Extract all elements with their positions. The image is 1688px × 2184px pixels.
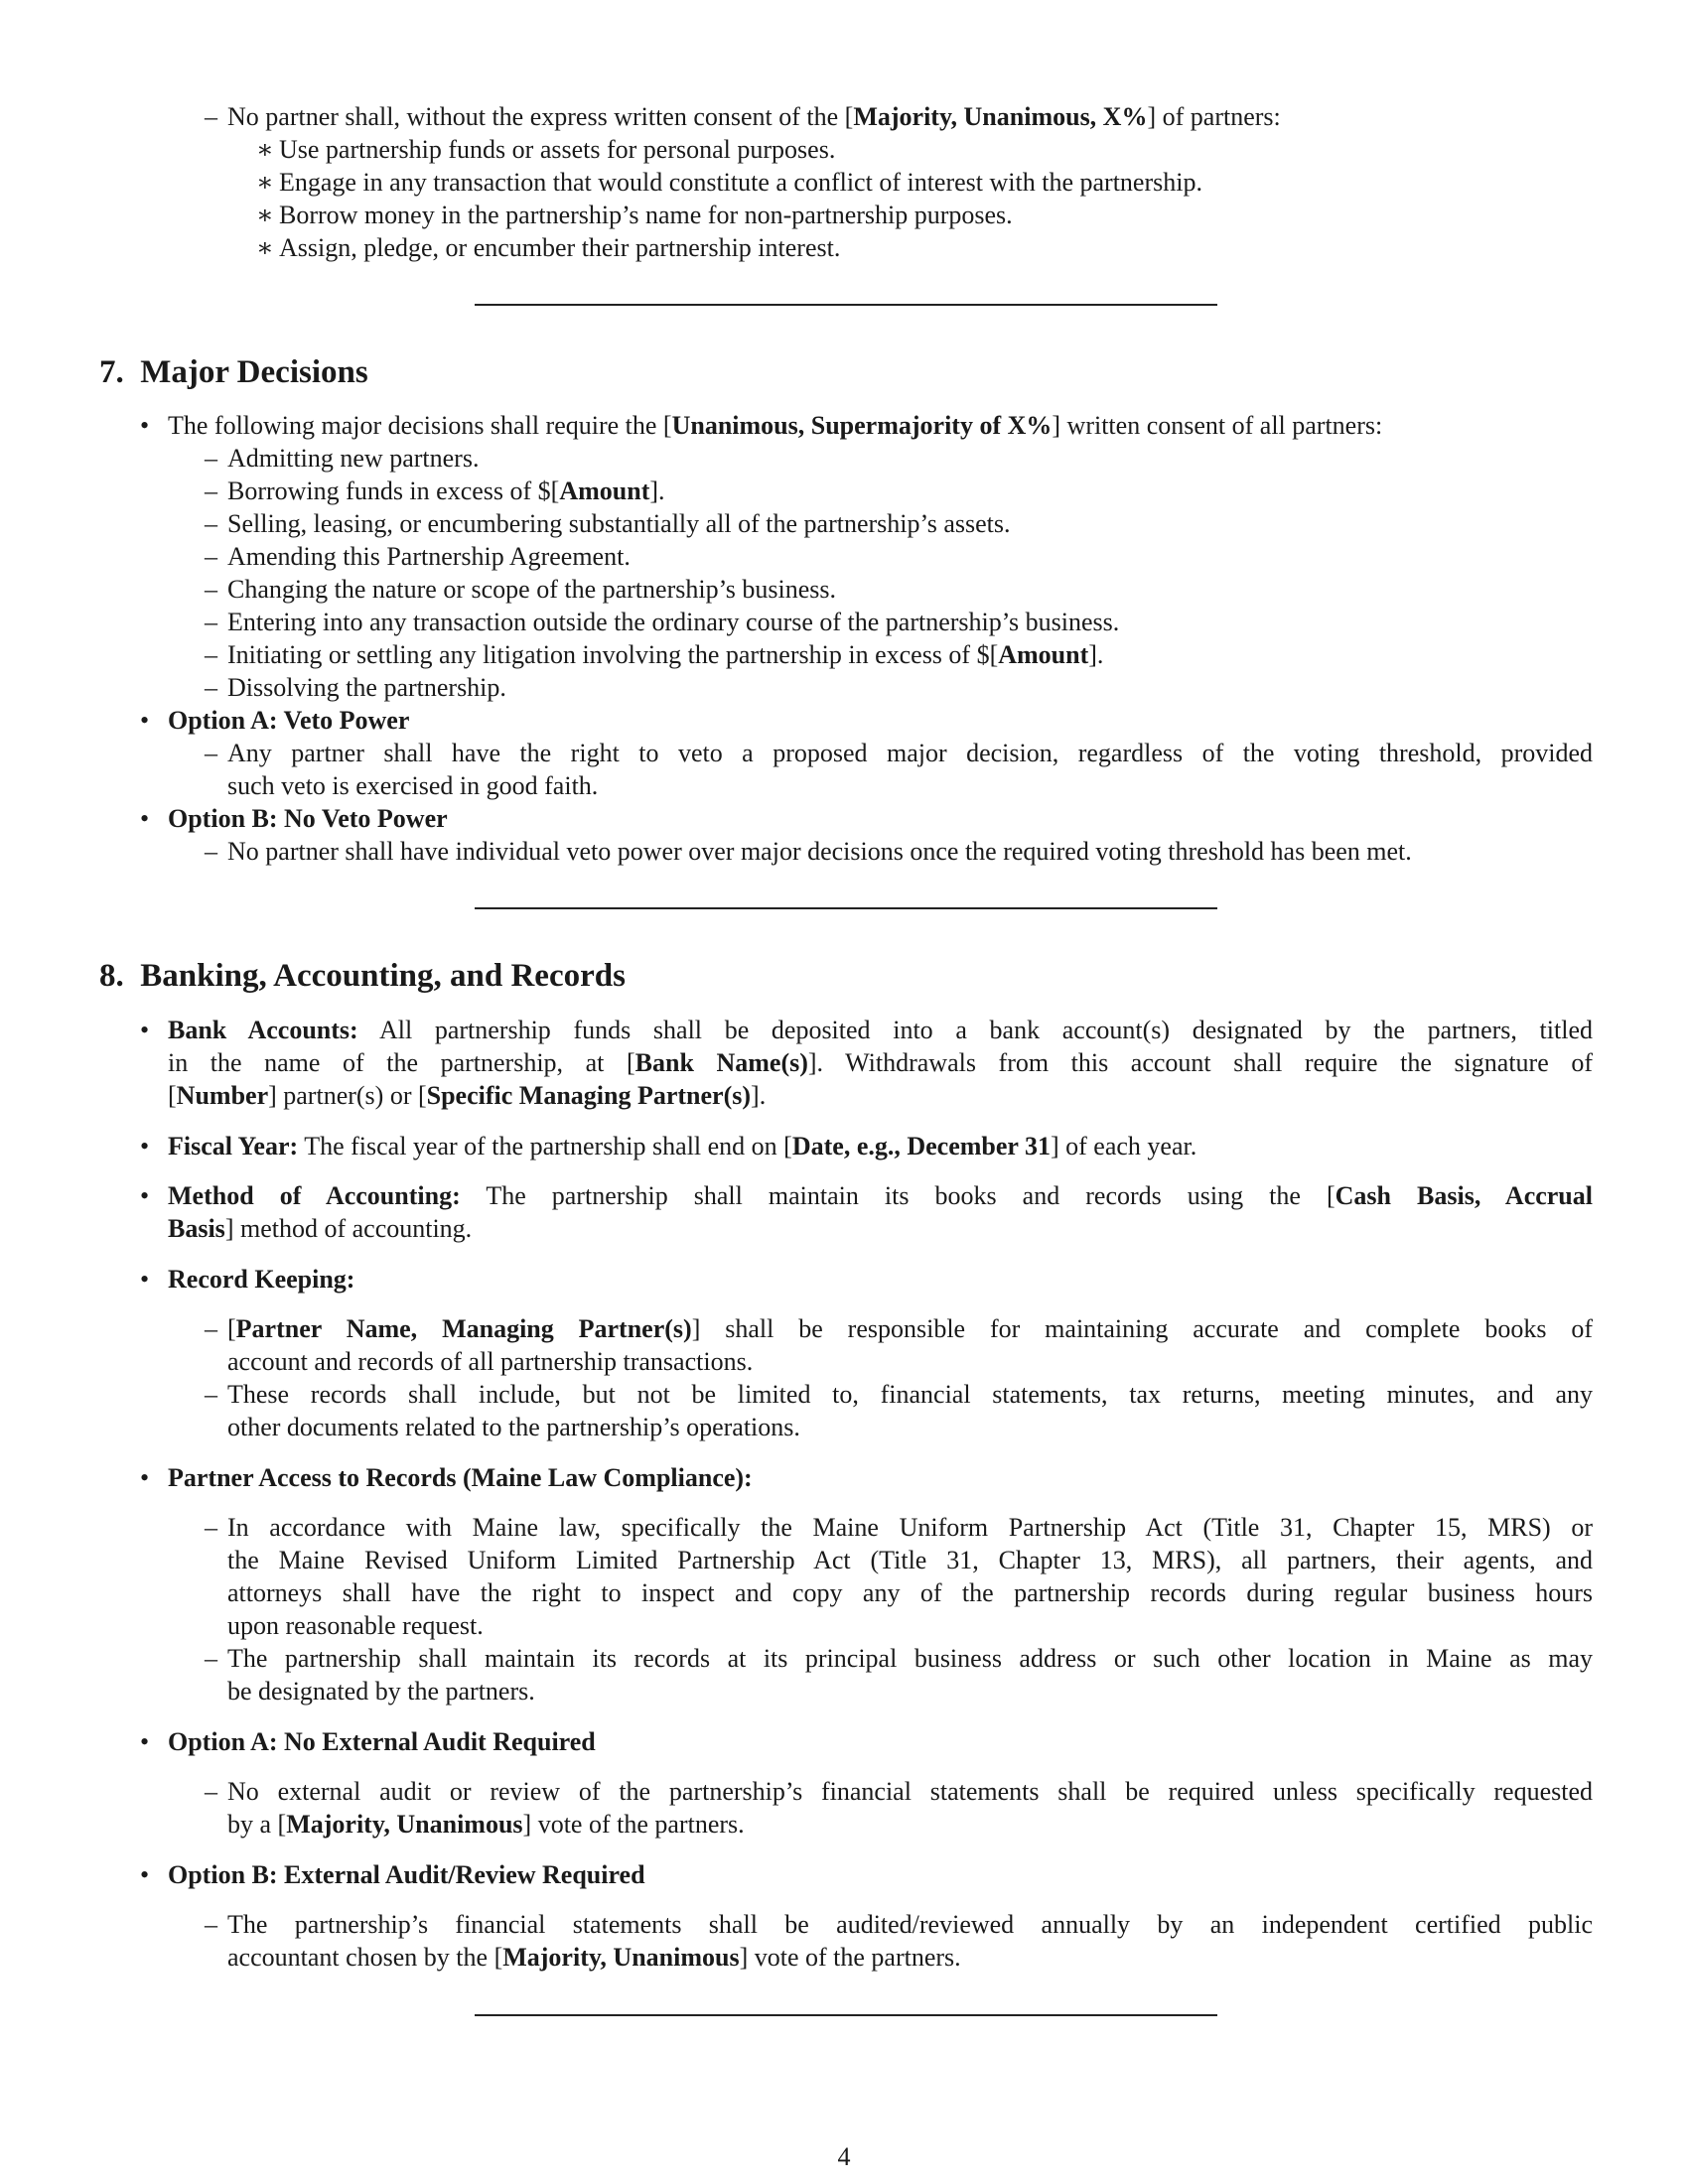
body-text: ] partner(s) or [ (268, 1081, 427, 1110)
bullet-icon: • (140, 1132, 150, 1160)
audit-option-b-line-1: – The partnership’s financial statements shall be audited/reviewed annually by an independent certified public (205, 1910, 1593, 1939)
body-text: All partnership funds shall be deposited into a bank account(s) designated by the partners, titled (378, 1016, 1593, 1044)
audit-option-a-line-1: – No external audit or review of the partnership’s financial statements shall be required unless specifically requested (205, 1777, 1593, 1806)
record-keeping-item-1-line-1: – [Partner Name, Managing Partner(s)] shall be responsible for maintaining accurate and complete books of (205, 1314, 1593, 1343)
body-text: Initiating or settling any litigation involving the partnership in excess of $[ (227, 640, 999, 669)
placeholder-text: Amount (998, 640, 1089, 669)
body-text: The following major decisions shall require the [ (168, 411, 672, 440)
sec6-item-4: ∗ Assign, pledge, or encumber their partnership interest. (256, 233, 841, 262)
sec7-option-b-title: Option B: No Veto Power (168, 804, 448, 833)
body-text: The partnership shall maintain its books and records using the [ (486, 1181, 1336, 1210)
body-text: ] of partners: (1147, 102, 1281, 131)
audit-option-b-title: Option B: External Audit/Review Required (168, 1860, 645, 1889)
body-text: Selling, leasing, or encumbering substantially all of the partnership’s assets. (227, 509, 1011, 538)
record-keeping-item-2-line-1: – These records shall include, but not be limited to, financial statements, tax returns, meeting minutes, and any (205, 1380, 1593, 1409)
method-accounting-line-2 (168, 1212, 472, 1245)
body-text: ] vote of the partners. (739, 1943, 961, 1972)
sec7-intro (168, 409, 1382, 442)
bullet-icon: • (140, 1181, 150, 1210)
body-text: ]. (1088, 640, 1104, 669)
body-text: Borrowing funds in excess of $[ (227, 477, 560, 505)
bullet-icon: • (140, 1860, 150, 1889)
bullet-icon: • (140, 804, 150, 833)
bank-accounts-line-1: Bank Accounts: All partnership funds shall be deposited into a bank account(s) designated by the partners, titled (168, 1016, 1593, 1044)
sec6-intro: – No partner shall, without the express written consent of the [Majority, Unanimous, X%] of partners: (205, 102, 1281, 131)
body-text: accountant chosen by the [ (227, 1943, 503, 1972)
body-text: Changing the nature or scope of the partnership’s business. (227, 575, 837, 604)
bullet-icon: • (140, 1727, 150, 1756)
sec7-item-8: – Dissolving the partnership. (205, 673, 506, 702)
body-text: [ (168, 1081, 177, 1110)
section-divider (475, 907, 1217, 909)
audit-option-a-line-2 (227, 1808, 745, 1841)
sec7-option-a-line-2: such veto is exercised in good faith. (227, 771, 599, 800)
placeholder-text: Basis (168, 1214, 225, 1243)
bank-accounts-line-2 (168, 1046, 1593, 1079)
body-text: The partnership’s financial statements shall be audited/reviewed annually by an independent certified public (227, 1910, 1593, 1939)
sec7-item-3: – Selling, leasing, or encumbering substantially all of the partnership’s assets. (205, 509, 1011, 538)
sec7-item-1: – Admitting new partners. (205, 444, 480, 473)
bullet-icon: • (140, 706, 150, 735)
bullet-icon: • (140, 1463, 150, 1492)
sec7-item-4: – Amending this Partnership Agreement. (205, 542, 631, 571)
placeholder-text: Unanimous, Supermajority of X% (671, 411, 1053, 440)
bullet-icon: • (140, 1265, 150, 1294)
sec6-item-1: ∗ Use partnership funds or assets for personal purposes. (256, 135, 836, 164)
body-text: Admitting new partners. (227, 444, 480, 473)
page-number: 4 (837, 2142, 851, 2171)
partner-access-item-1-line-1: – In accordance with Maine law, specifically the Maine Uniform Partnership Act (Title 31, Chapter 15, MRS) or (205, 1513, 1593, 1542)
body-text: ] vote of the partners. (522, 1810, 745, 1839)
section-divider (475, 2014, 1217, 2016)
sec7-item-7: – Initiating or settling any litigation involving the partnership in excess of $[Amount]. (205, 640, 1104, 669)
record-keeping-item-2-line-2: other documents related to the partnership’s operations. (227, 1413, 800, 1441)
record-keeping-title: Record Keeping: (168, 1265, 355, 1294)
sec7-option-a-line-1: – Any partner shall have the right to veto a proposed major decision, regardless of the voting threshold, provided (205, 739, 1593, 767)
body-text: ] method of accounting. (224, 1214, 473, 1243)
body-text: No partner shall, without the express written consent of the [ (227, 102, 854, 131)
body-text: ]. Withdrawals from this account shall require the signature of (807, 1048, 1593, 1077)
partner-access-title: Partner Access to Records (Maine Law Compliance): (168, 1463, 753, 1492)
sec7-item-6: – Entering into any transaction outside the ordinary course of the partnership’s business. (205, 608, 1120, 636)
section-7-heading: 7. Major Decisions (99, 354, 368, 390)
body-text: No external audit or review of the partnership’s financial statements shall be required unless specifically requested (227, 1777, 1593, 1806)
partner-access-item-1-line-2: the Maine Revised Uniform Limited Partnership Act (Title 31, Chapter 13, MRS), all partners, their agents, and (227, 1546, 1593, 1574)
partner-access-item-2-line-1: – The partnership shall maintain its records at its principal business address or such other location in Maine as may (205, 1644, 1593, 1673)
bullet-icon: • (140, 1016, 150, 1044)
placeholder-text: Bank Name(s) (634, 1048, 808, 1077)
body-text: by a [ (227, 1810, 287, 1839)
partner-access-item-2-line-2: be designated by the partners. (227, 1677, 535, 1706)
sec7-item-2: – Borrowing funds in excess of $[Amount]. (205, 477, 665, 505)
body-text: Entering into any transaction outside the ordinary course of the partnership’s business. (227, 608, 1120, 636)
body-text: ]. (751, 1081, 767, 1110)
section-divider (475, 304, 1217, 306)
body-text: Amending this Partnership Agreement. (227, 542, 631, 571)
partner-access-item-1-line-4: upon reasonable request. (227, 1611, 484, 1640)
body-text: ] written consent of all partners: (1052, 411, 1383, 440)
body-text: ] shall be responsible for maintaining accurate and complete books of (691, 1314, 1593, 1343)
audit-option-b-line-2 (227, 1941, 961, 1974)
body-text: in the name of the partnership, at [ (168, 1048, 635, 1077)
body-text: account and records of all partnership transactions. (227, 1347, 754, 1376)
placeholder-text: Majority, Unanimous, X% (853, 102, 1148, 131)
placeholder-text: Number (176, 1081, 269, 1110)
body-text: ]. (649, 477, 665, 505)
sec7-option-a-title: Option A: Veto Power (168, 706, 410, 735)
placeholder-text: Partner Name, Managing Partner(s) (235, 1314, 692, 1343)
body-text: [ (227, 1314, 236, 1343)
record-keeping-item-1-line-2 (227, 1345, 753, 1378)
sec7-item-5: – Changing the nature or scope of the partnership’s business. (205, 575, 837, 604)
placeholder-text: Cash Basis, Accrual (1335, 1181, 1593, 1210)
placeholder-text: Majority, Unanimous (502, 1943, 740, 1972)
sec7-option-b-text: – No partner shall have individual veto power over major decisions once the required voting threshold has been met. (205, 837, 1412, 866)
body-text: The fiscal year of the partnership shall end on [ (304, 1132, 792, 1160)
section-8-heading: 8. Banking, Accounting, and Records (99, 958, 626, 994)
bullet-icon: • (140, 411, 150, 440)
body-text: ] of each year. (1050, 1132, 1197, 1160)
placeholder-text: Amount (559, 477, 650, 505)
placeholder-text: Majority, Unanimous (286, 1810, 523, 1839)
sec6-item-3: ∗ Borrow money in the partnership’s name for non-partnership purposes. (256, 201, 1013, 229)
fiscal-year: Fiscal Year: The fiscal year of the partnership shall end on [Date, e.g., December 31] of each year. (168, 1132, 1197, 1160)
partner-access-item-1-line-3: attorneys shall have the right to inspect and copy any of the partnership records during regular business hours (227, 1578, 1593, 1607)
body-text: Dissolving the partnership. (227, 673, 506, 702)
method-accounting-line-1: Method of Accounting: The partnership shall maintain its books and records using the [Cash Basis, Accrual (168, 1181, 1593, 1210)
placeholder-text: Date, e.g., December 31 (791, 1132, 1051, 1160)
sec6-item-2: ∗ Engage in any transaction that would constitute a conflict of interest with the partnership. (256, 168, 1202, 197)
placeholder-text: Specific Managing Partner(s) (426, 1081, 752, 1110)
audit-option-a-title: Option A: No External Audit Required (168, 1727, 596, 1756)
bank-accounts-line-3 (168, 1079, 766, 1112)
